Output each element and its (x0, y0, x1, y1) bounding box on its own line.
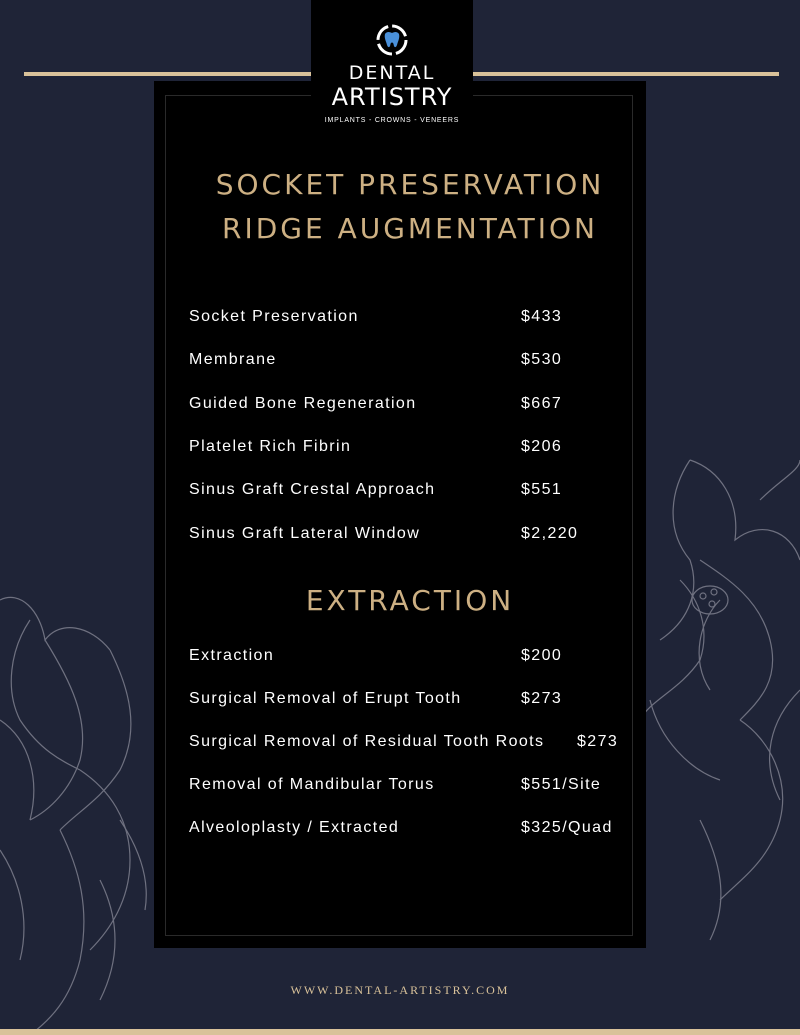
section-title-ridge: RIDGE AUGMENTATION (222, 212, 598, 245)
item-price: $530 (521, 351, 563, 368)
item-name: Sinus Graft Crestal Approach (189, 481, 436, 498)
item-price: $667 (521, 395, 563, 412)
tooth-ring-icon (375, 23, 409, 57)
brand-name-line2: ARTISTRY (331, 83, 453, 111)
item-name: Surgical Removal of Residual Tooth Roots (189, 733, 545, 750)
item-price: $200 (521, 647, 563, 664)
website-link[interactable]: WWW.DENTAL-ARTISTRY.COM (290, 983, 510, 997)
item-price: $325/Quad (521, 819, 613, 836)
item-price: $2,220 (521, 525, 579, 542)
item-name: Socket Preservation (189, 308, 359, 325)
item-price: $273 (521, 690, 563, 707)
top-gold-line-left (24, 72, 314, 76)
item-name: Platelet Rich Fibrin (189, 438, 352, 455)
item-name: Sinus Graft Lateral Window (189, 525, 421, 542)
brand-tagline: IMPLANTS - CROWNS - VENEERS (324, 117, 460, 124)
item-price: $206 (521, 438, 563, 455)
section-title-extraction: EXTRACTION (305, 584, 515, 617)
bottom-gold-line (0, 1029, 800, 1035)
item-price: $433 (521, 308, 563, 325)
item-price: $551 (521, 481, 563, 498)
item-name: Guided Bone Regeneration (189, 395, 417, 412)
brand-name-line1: DENTAL (348, 62, 436, 84)
item-price: $273 (577, 733, 619, 750)
section-title-socket: SOCKET PRESERVATION (215, 168, 605, 201)
item-price: $551/Site (521, 776, 602, 793)
top-gold-line-right (472, 72, 779, 76)
item-name: Removal of Mandibular Torus (189, 776, 435, 793)
item-name: Membrane (189, 351, 277, 368)
item-name: Surgical Removal of Erupt Tooth (189, 690, 462, 707)
brand-logo (311, 0, 473, 132)
item-name: Alveoloplasty / Extracted (189, 819, 400, 836)
item-name: Extraction (189, 647, 275, 664)
